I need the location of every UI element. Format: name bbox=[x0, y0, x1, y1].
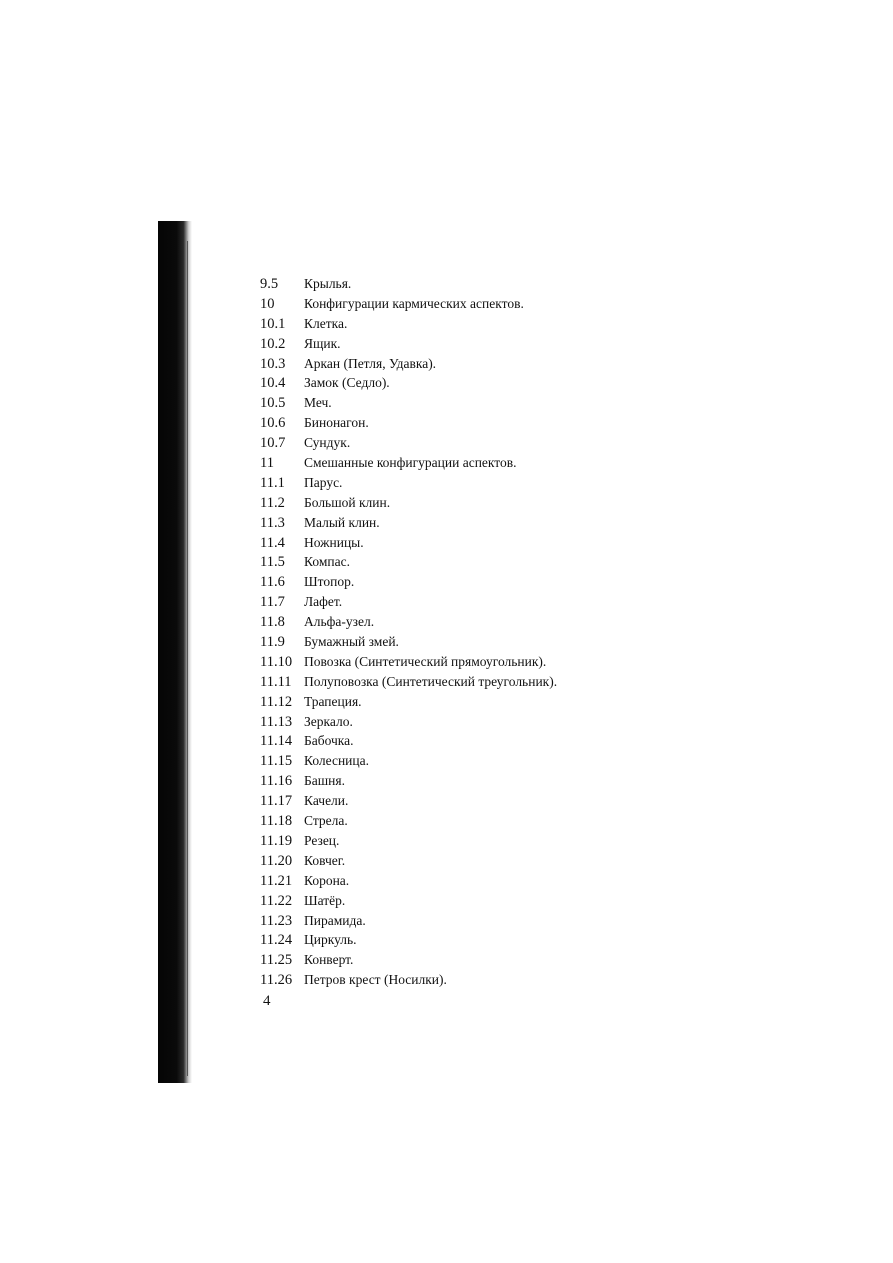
toc-entry bbox=[260, 930, 660, 950]
toc-entry-title: Лафет. bbox=[304, 594, 343, 610]
toc-entry bbox=[260, 612, 660, 632]
toc-entry-title: Компас. bbox=[304, 554, 350, 570]
toc-entry-title: Стрела. bbox=[304, 813, 348, 829]
toc-entry-title: Циркуль. bbox=[304, 932, 357, 948]
toc-entry bbox=[260, 851, 660, 871]
toc-entry bbox=[260, 513, 660, 533]
toc-entry-number: 11.18 bbox=[260, 813, 293, 830]
toc-entry-number: 11.8 bbox=[260, 614, 285, 631]
toc-entry-title: Трапеция. bbox=[304, 693, 362, 709]
toc-entry-number: 11.12 bbox=[260, 693, 293, 710]
toc-entry-number: 11.2 bbox=[260, 494, 285, 511]
toc-entry bbox=[260, 373, 660, 393]
toc-entry-title: Малый клин. bbox=[304, 514, 380, 530]
toc-entry-title: Конверт. bbox=[304, 952, 354, 968]
toc-entry-title: Парус. bbox=[304, 474, 343, 490]
toc-entry-title: Смешанные конфигурации аспектов. bbox=[304, 455, 517, 471]
toc-entry-number: 10.3 bbox=[260, 355, 286, 372]
toc-entry bbox=[260, 970, 660, 990]
toc-entry-number: 11.11 bbox=[260, 673, 292, 690]
toc-entry-number: 11.24 bbox=[260, 932, 293, 949]
toc-entry-number: 11.23 bbox=[260, 912, 293, 929]
toc-entry-title: Меч. bbox=[304, 395, 332, 411]
toc-entry bbox=[260, 672, 660, 692]
toc-entry bbox=[260, 652, 660, 672]
toc-entry-title: Замок (Седло). bbox=[304, 375, 390, 391]
toc-entry-title: Ножницы. bbox=[304, 534, 364, 550]
toc-entry-number: 10.6 bbox=[260, 415, 286, 432]
toc-entry-title: Ящик. bbox=[304, 335, 341, 351]
toc-entry-title: Сундук. bbox=[304, 435, 351, 451]
toc-entry-number: 11 bbox=[260, 455, 274, 472]
toc-entry-title: Аркан (Петля, Удавка). bbox=[304, 355, 437, 371]
toc-entry-number: 9.5 bbox=[260, 276, 279, 292]
toc-entry bbox=[260, 413, 660, 433]
toc-entry-title: Конфигурации кармических аспектов. bbox=[304, 295, 524, 311]
toc-entry bbox=[260, 592, 660, 612]
toc-entry-number: 11.17 bbox=[260, 793, 293, 810]
toc-entry-title: Альфа-узел. bbox=[304, 614, 375, 630]
toc-entry bbox=[260, 950, 660, 970]
toc-entry-number: 10.5 bbox=[260, 395, 286, 412]
toc-entry-number: 10.4 bbox=[260, 375, 286, 392]
toc-entry bbox=[260, 891, 660, 911]
toc-entry bbox=[260, 433, 660, 453]
toc-entry-number: 11.26 bbox=[260, 972, 293, 989]
toc-entry-number: 11.7 bbox=[260, 594, 285, 611]
toc-entry-number: 10.1 bbox=[260, 315, 286, 332]
toc-entry bbox=[260, 911, 660, 931]
toc-entry bbox=[260, 751, 660, 771]
toc-entry bbox=[260, 294, 660, 314]
toc-entry-number: 11.22 bbox=[260, 892, 293, 909]
toc-entry bbox=[260, 274, 660, 294]
toc-entry bbox=[260, 771, 660, 791]
toc-entry bbox=[260, 393, 660, 413]
toc-entry-title: Повозка (Синтетический прямоугольник). bbox=[304, 653, 547, 669]
scan-binding-shadow bbox=[158, 221, 192, 1083]
toc-entry bbox=[260, 354, 660, 374]
toc-entry-title: Клетка. bbox=[304, 315, 348, 331]
page-number: 4 bbox=[263, 993, 271, 1009]
toc-entry-title: Качели. bbox=[304, 793, 349, 809]
toc-entry-number: 11.6 bbox=[260, 574, 285, 591]
toc-entry-number: 11.5 bbox=[260, 554, 285, 571]
toc-entry-title: Большой клин. bbox=[304, 494, 391, 510]
toc-entry-number: 10.7 bbox=[260, 435, 286, 452]
toc-entry bbox=[260, 453, 660, 473]
toc-entry-number: 11.15 bbox=[260, 753, 293, 770]
toc-entry bbox=[260, 712, 660, 732]
toc-entry-title: Бумажный змей. bbox=[304, 634, 399, 650]
toc-entry-number: 11.19 bbox=[260, 832, 293, 849]
toc-entry-number: 10 bbox=[260, 295, 275, 312]
toc-entry bbox=[260, 811, 660, 831]
toc-entry-title: Полуповозка (Синтетический треугольник). bbox=[304, 673, 558, 689]
toc-entry bbox=[260, 533, 660, 553]
toc-entry-number: 11.3 bbox=[260, 514, 285, 531]
toc-entry bbox=[260, 831, 660, 851]
toc-entry-title: Зеркало. bbox=[304, 713, 353, 729]
toc-entry-title: Корона. bbox=[304, 872, 350, 888]
toc-entry-number: 11.20 bbox=[260, 852, 293, 869]
toc-entry bbox=[260, 731, 660, 751]
toc-entry bbox=[260, 473, 660, 493]
toc-entry bbox=[260, 552, 660, 572]
toc-entry-number: 11.25 bbox=[260, 952, 293, 969]
toc-entry-number: 11.21 bbox=[260, 872, 293, 889]
toc-entry-number: 11.1 bbox=[260, 474, 285, 491]
toc-entry-number: 10.2 bbox=[260, 335, 286, 352]
toc-entry-number: 11.9 bbox=[260, 634, 285, 651]
toc-entry-number: 11.10 bbox=[260, 653, 293, 670]
toc-entry bbox=[260, 791, 660, 811]
toc-entry bbox=[260, 572, 660, 592]
toc-entry bbox=[260, 334, 660, 354]
toc-entry-title: Крылья. bbox=[304, 276, 352, 291]
toc-entry bbox=[260, 314, 660, 334]
toc-entry-title: Бинонагон. bbox=[304, 415, 369, 431]
toc-entry-title: Бабочка. bbox=[304, 733, 354, 749]
toc-entry-number: 11.13 bbox=[260, 713, 293, 730]
toc-entry-number: 11.14 bbox=[260, 733, 293, 750]
toc-entry bbox=[260, 493, 660, 513]
toc-entry-title: Петров крест (Носилки). bbox=[304, 972, 447, 988]
toc-entry bbox=[260, 692, 660, 712]
toc-entry-number: 11.16 bbox=[260, 773, 293, 790]
toc-entry-title: Башня. bbox=[304, 773, 345, 789]
toc-entry-title: Шатёр. bbox=[304, 892, 346, 908]
toc-entry-title: Резец. bbox=[304, 832, 340, 848]
toc-entry-title: Ковчег. bbox=[304, 852, 346, 868]
table-of-contents bbox=[260, 274, 660, 990]
toc-entry-title: Колесница. bbox=[304, 753, 370, 769]
toc-entry bbox=[260, 632, 660, 652]
toc-entry-number: 11.4 bbox=[260, 534, 285, 551]
toc-entry bbox=[260, 871, 660, 891]
toc-entry-title: Штопор. bbox=[304, 574, 355, 590]
toc-entry-title: Пирамида. bbox=[304, 912, 366, 928]
